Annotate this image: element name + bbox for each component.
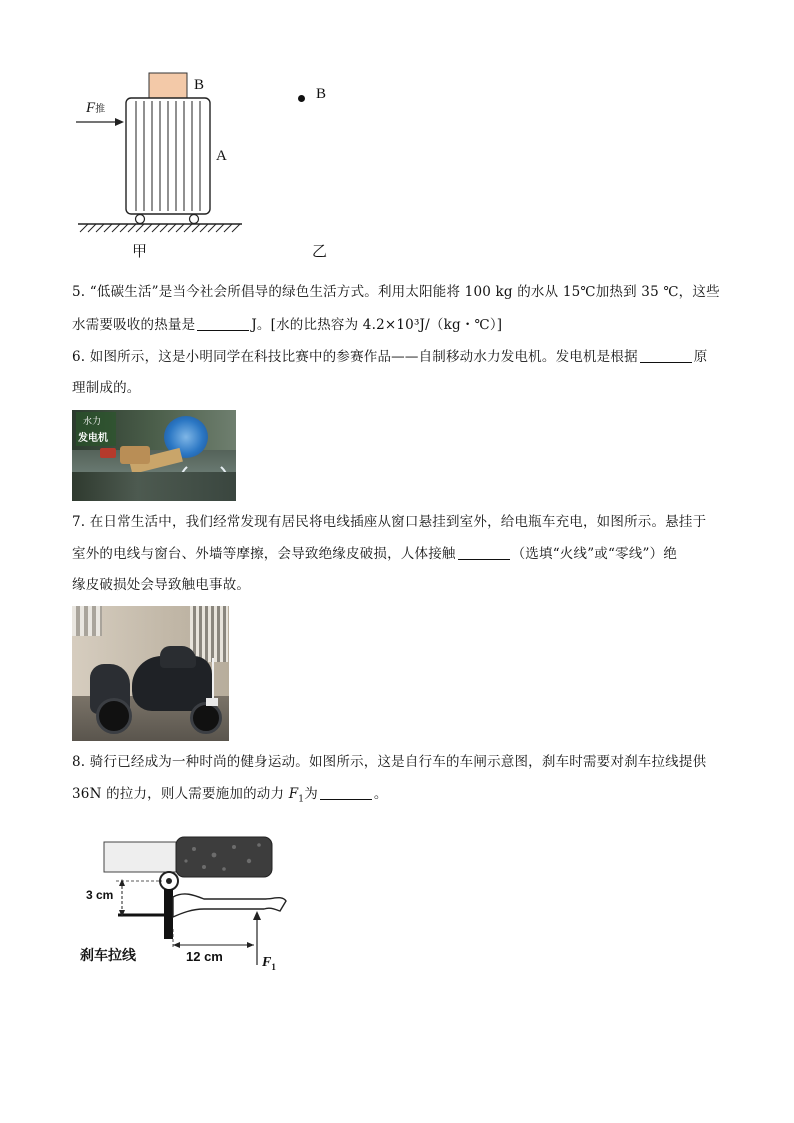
arrow-head-icon <box>115 118 124 126</box>
handlebar-clamp <box>104 842 176 872</box>
label-point-b: B <box>316 86 327 102</box>
answer-blank-q7[interactable] <box>458 545 510 560</box>
arrow-left-icon <box>173 942 180 948</box>
arrow-up-icon <box>119 879 125 886</box>
label-brake-cable: 刹车拉线 <box>80 948 136 964</box>
caption-jia: 甲 <box>132 244 148 260</box>
e-bike-charging-photo <box>72 606 229 741</box>
q8-line1: 8. 骑行已经成为一种时尚的健身运动。如图所示，这是自行车的车闸示意图，刹车时需要对刹车拉线提供 <box>72 754 707 770</box>
answer-blank-q8[interactable] <box>320 785 372 800</box>
answer-blank-q6[interactable] <box>640 348 692 363</box>
block-b <box>149 73 187 98</box>
label-suitcase-a: A <box>216 148 227 164</box>
q7-line3: 缘皮破损处会导致触电事故。 <box>72 577 251 593</box>
photo-label-1: 水力 <box>83 417 102 427</box>
window-grate <box>190 606 228 662</box>
force-label: F推 <box>86 100 106 116</box>
brake-lever <box>173 894 286 917</box>
point-b-dot <box>298 95 305 102</box>
water-generator-photo <box>72 410 236 501</box>
caption-yi: 乙 <box>312 244 328 260</box>
figure-jia <box>70 68 260 268</box>
q5-line1: 5. “低碳生活”是当今社会所倡导的绿色生活方式。利用太阳能将 100 kg 的水从 15℃加热到 35 ℃，这些 <box>72 284 720 300</box>
dim-3cm: 3 cm <box>86 888 114 902</box>
answer-blank-q5[interactable] <box>197 316 249 331</box>
photo-label-2: 发电机 <box>78 433 108 444</box>
q6-line2: 理制成的。 <box>72 380 141 396</box>
dim-12cm: 12 cm <box>186 949 223 964</box>
handle-grip <box>176 837 272 877</box>
q7-line1: 7. 在日常生活中，我们经常发现有居民将电线插座从窗口悬挂到室外，给电瓶车充电，如图所示。悬挂于 <box>72 514 707 530</box>
q6-line1: 6. 如图所示，这是小明同学在科技比赛中的参赛作品——自制移动水力发电机。发电机是根据 原 <box>72 349 708 365</box>
wheel-left <box>136 215 145 224</box>
arrow-right-icon <box>247 942 254 948</box>
q8-line2: 36N 的拉力，则人需要施加的动力 $F_1$为 。 <box>72 786 388 805</box>
label-block-b: B <box>194 77 205 93</box>
q5-line2: 水需要吸收的热量是 J。[水的比热容为 4.2×10³J/（kg・℃）] <box>72 317 503 333</box>
q7-line2: 室外的电线与窗台、外墙等摩擦，会导致绝缘皮破损，人体接触 （选填“火线”或“零线”）绝 <box>72 546 678 562</box>
label-f1: $F_1$ <box>262 955 276 972</box>
wheel-right <box>190 215 199 224</box>
